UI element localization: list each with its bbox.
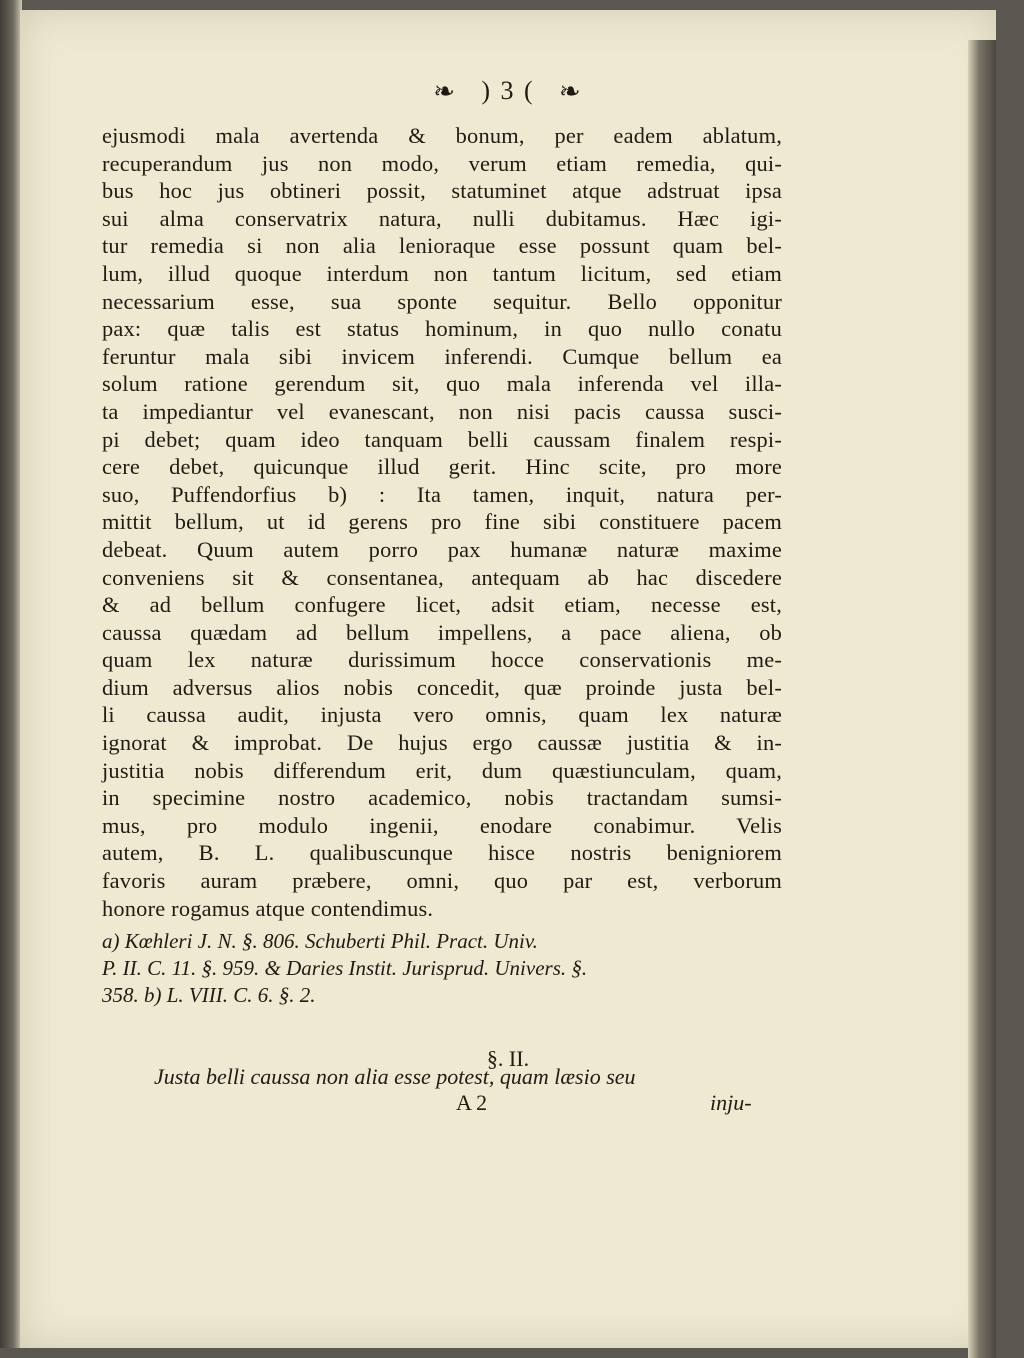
text-line: necessarium esse, sua sponte sequitur. Bello opponitur xyxy=(102,288,782,314)
page-header xyxy=(20,76,996,107)
text-line: honore rogamus atque contendimus. xyxy=(102,895,434,921)
footnote-line: P. II. C. 11. §. 959. & Daries Instit. Jurisprud. Univers. §. xyxy=(102,956,588,980)
footnote-line: 358. b) L. VIII. C. 6. §. 2. xyxy=(102,983,316,1007)
book-page xyxy=(20,10,996,1348)
footnotes xyxy=(102,928,782,1009)
text-line: bus hoc jus obtineri possit, statuminet atque adstruat ipsa xyxy=(102,178,782,204)
text-line: in specimine nostro academico, nobis tractandam sumsi- xyxy=(102,785,782,811)
catchword: inju- xyxy=(710,1090,752,1115)
text-line: ignorat & improbat. De hujus ergo caussæ justitia & in- xyxy=(102,730,782,756)
text-line: justitia nobis differendum erit, dum quæstiunculam, quam, xyxy=(102,757,782,783)
ornament-right-icon: ❧ xyxy=(558,77,583,107)
text-line: tur remedia si non alia lenioraque esse possunt quam bel- xyxy=(102,233,782,259)
text-line: pax: quæ talis est status hominum, in quo nullo conatu xyxy=(102,316,782,342)
text-line: mittit bellum, ut id gerens pro fine sibi constituere pacem xyxy=(102,509,782,535)
text-line: conveniens sit & consentanea, antequam ab hac discedere xyxy=(102,564,782,590)
text-line: solum ratione gerendum sit, quo mala inferenda vel illa- xyxy=(102,371,782,397)
text-line: caussa quædam ad bellum impellens, a pace aliena, ob xyxy=(102,619,782,645)
ornament-left-icon: ❧ xyxy=(433,77,458,107)
text-line: cere debet, quicunque illud gerit. Hinc scite, pro more xyxy=(102,454,782,480)
text-line: pi debet; quam ideo tanquam belli caussam finalem respi- xyxy=(102,426,782,452)
text-line: ta impediantur vel evanescant, non nisi pacis caussa susci- xyxy=(102,398,782,424)
text-line: ejusmodi mala avertenda & bonum, per eadem ablatum, xyxy=(102,123,782,148)
text-line: suo, Puffendorfius b) : Ita tamen, inquit, natura per- xyxy=(102,481,782,507)
text-line: dium adversus alios nobis concedit, quæ proinde justa bel- xyxy=(102,674,782,700)
text-line: recuperandum jus non modo, verum etiam remedia, qui- xyxy=(102,150,782,176)
section-first-line: Justa belli caussa non alia esse potest, quam læsio seu xyxy=(154,1064,636,1089)
text-line: autem, B. L. qualibuscunque hisce nostris benigniorem xyxy=(102,840,782,866)
text-line: debeat. Quum autem porro pax humanæ naturæ maxime xyxy=(102,536,782,562)
text-line: li caussa audit, injusta vero omnis, quam lex naturæ xyxy=(102,702,782,728)
printer-signature: A 2 xyxy=(456,1090,488,1115)
text-line: lum, illud quoque interdum non tantum licitum, sed etiam xyxy=(102,260,782,286)
footnote-line: a) Kœhleri J. N. §. 806. Schuberti Phil. Pract. Univ. xyxy=(102,929,538,953)
text-line: mus, pro modulo ingenii, enodare conabimur. Velis xyxy=(102,812,782,838)
main-text xyxy=(102,122,782,922)
section-heading: §. II. xyxy=(486,1046,530,1071)
text-line: favoris auram præbere, omni, quo par est, verborum xyxy=(102,868,782,894)
text-line: feruntur mala sibi invicem inferendi. Cumque bellum ea xyxy=(102,343,782,369)
text-line: quam lex naturæ durissimum hocce conservationis me- xyxy=(102,647,782,673)
scan-background-left xyxy=(0,0,22,1348)
page-number: ) 3 ( xyxy=(481,76,535,105)
text-line: & ad bellum confugere licet, adsit etiam, necesse est, xyxy=(102,592,782,618)
page-edge-shadow xyxy=(968,40,996,1358)
text-line: sui alma conservatrix natura, nulli dubitamus. Hæc igi- xyxy=(102,205,782,231)
